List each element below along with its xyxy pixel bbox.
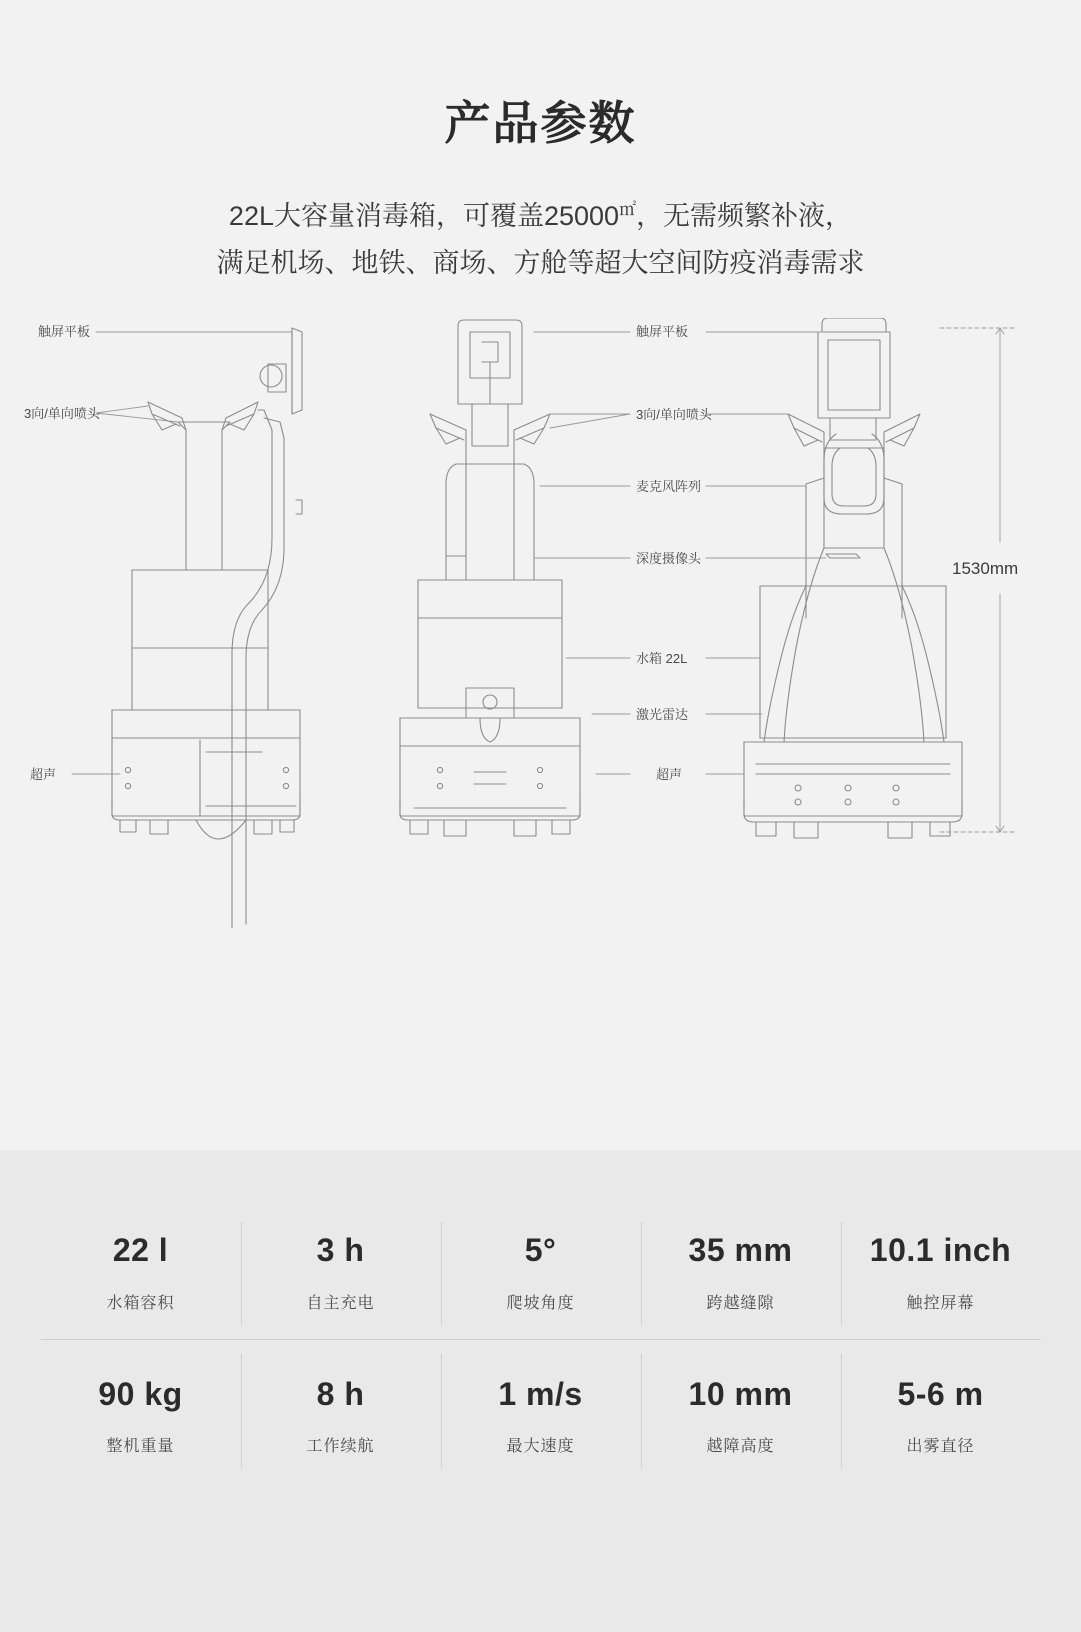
spec-value: 10 mm bbox=[688, 1375, 793, 1412]
callout-center-microphone-array: 麦克风阵列 bbox=[636, 478, 702, 494]
spec-label: 工作续航 bbox=[306, 1438, 375, 1456]
subtitle-part1: 22L大容量消毒箱，可覆盖25000 bbox=[228, 201, 620, 232]
subtitle-part1-end: ，无需频繁补液， bbox=[636, 201, 853, 232]
spec-row-1 bbox=[41, 1208, 1041, 1340]
spec-cell-battery-life bbox=[241, 1340, 441, 1483]
spec-label: 自主充电 bbox=[306, 1294, 375, 1312]
spec-value: 35 mm bbox=[688, 1232, 793, 1268]
spec-cell-gap-crossing bbox=[641, 1208, 841, 1339]
dimension-label: 1530mm bbox=[952, 558, 1019, 578]
spec-cell-auto-charge bbox=[241, 1208, 441, 1339]
spec-label: 出雾直径 bbox=[906, 1438, 975, 1456]
spec-band bbox=[0, 1150, 1081, 1632]
spec-cell-touchscreen bbox=[841, 1208, 1041, 1339]
spec-value: 1 m/s bbox=[498, 1375, 583, 1412]
callout-center-touchscreen: 触屏平板 bbox=[636, 323, 689, 339]
robot-diagram-svg bbox=[0, 318, 1081, 1018]
spec-cell-weight bbox=[41, 1340, 241, 1483]
spec-cell-max-speed bbox=[441, 1340, 641, 1483]
page-title: 产品参数 bbox=[444, 97, 637, 149]
front-view-drawing bbox=[400, 320, 580, 836]
robot-diagram bbox=[0, 318, 1081, 1018]
spec-value: 8 h bbox=[316, 1375, 365, 1412]
page-subtitle bbox=[61, 193, 1021, 288]
callout-center-water-tank: 水箱 22L bbox=[636, 650, 688, 666]
spec-label: 整机重量 bbox=[106, 1438, 175, 1456]
callout-left-ultrasonic: 超声 bbox=[30, 766, 57, 782]
spec-label: 爬坡角度 bbox=[506, 1294, 575, 1312]
spec-value: 10.1 inch bbox=[869, 1232, 1012, 1268]
spec-cell-climb-angle bbox=[441, 1208, 641, 1339]
spec-value: 90 kg bbox=[98, 1375, 183, 1412]
side-view-callout-lines bbox=[72, 332, 292, 774]
spec-value: 3 h bbox=[316, 1232, 365, 1268]
perspective-view-callout-lines bbox=[706, 332, 826, 774]
spec-label: 越障高度 bbox=[706, 1438, 775, 1456]
spec-value: 5° bbox=[524, 1232, 557, 1268]
spec-value: 22 l bbox=[112, 1232, 169, 1268]
callout-center-nozzle: 3向/单向喷头 bbox=[636, 406, 712, 422]
spec-value: 5-6 m bbox=[897, 1375, 984, 1412]
callout-center-ultrasonic: 超声 bbox=[656, 766, 683, 782]
spec-label: 水箱容积 bbox=[106, 1294, 175, 1312]
subtitle-part2: 满足机场、地铁、商场、方舱等超大空间防疫消毒需求 bbox=[216, 248, 865, 279]
callout-center-lidar: 激光雷达 bbox=[636, 706, 689, 722]
spec-cell-tank-capacity bbox=[41, 1208, 241, 1339]
spec-label: 最大速度 bbox=[506, 1438, 575, 1456]
perspective-view-drawing bbox=[744, 318, 962, 838]
spec-table bbox=[41, 1150, 1041, 1482]
spec-cell-obstacle-height bbox=[641, 1340, 841, 1483]
page-header bbox=[0, 0, 1081, 288]
spec-label: 跨越缝隙 bbox=[706, 1294, 775, 1312]
callout-center-depth-camera: 深度摄像头 bbox=[636, 550, 702, 566]
callout-left-touchscreen: 触屏平板 bbox=[38, 323, 91, 339]
spec-cell-mist-diameter bbox=[841, 1340, 1041, 1483]
spec-label: 触控屏幕 bbox=[906, 1294, 975, 1312]
height-dimension bbox=[940, 328, 1019, 832]
subtitle-unit: ㎡ bbox=[619, 200, 637, 220]
callout-left-nozzle: 3向/单向喷头 bbox=[24, 405, 100, 421]
spec-row-2 bbox=[41, 1340, 1041, 1483]
